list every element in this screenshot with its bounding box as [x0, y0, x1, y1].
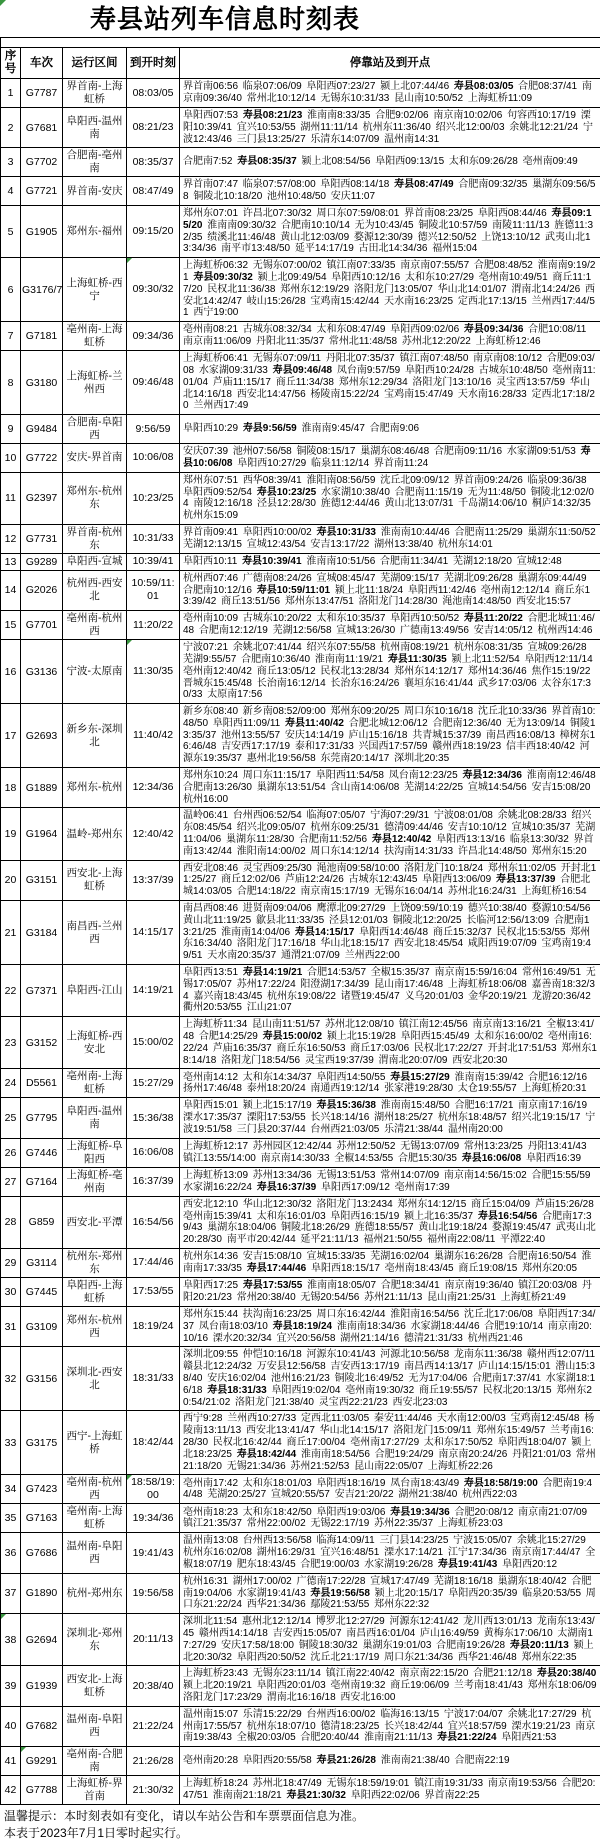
- stops-cell: 阜阳西10:11 寿县10:39/41 淮南南10:51/56 合肥南11:34/41 芜湖12:18/20 宣城12:48: [180, 553, 600, 570]
- table-row: [1, 640, 600, 704]
- table-row: [1, 444, 600, 473]
- route-cell: 新乡东-深圳北: [63, 704, 127, 768]
- arrive-depart-time-cell: 11:40/42: [127, 704, 180, 768]
- seq-cell: 2: [1, 108, 21, 148]
- arrive-depart-time-cell: 18:42/44: [127, 1411, 180, 1475]
- table-row: [1, 79, 600, 108]
- table-row: [1, 1069, 600, 1098]
- route-cell: 上海虹桥-西安北: [63, 1017, 127, 1069]
- route-cell: 上海虹桥-西宁: [63, 258, 127, 322]
- seq-cell: 5: [1, 205, 21, 257]
- page-title: 寿县站列车信息时刻表: [0, 0, 450, 37]
- stops-cell: 杭州西07:46 广德南08:24/26 宣城08:45/47 芜湖09:15/17 芜湖北09:26/28 巢湖东09:44/49 合肥南10:12/16 寿县10:59/11:01 颍上北11:18/24 阜阳西11:42/46 亳州南12:12/14 商丘东13:39/42 商丘13:51/56 郑州东13:47/51 洛阳龙门14:28/30 渑池南14:48/50 西安北15:57: [180, 570, 600, 610]
- table-row: [1, 415, 600, 444]
- spacer-row: [1, 38, 600, 48]
- arrive-depart-time-cell: 11:30/35: [127, 640, 180, 704]
- arrive-depart-time-cell: 10:59/11:01: [127, 570, 180, 610]
- route-cell: 亳州南-上海虹桥: [63, 1504, 127, 1533]
- arrive-depart-time-cell: 20:11/13: [127, 1614, 180, 1666]
- train-number-cell: G2397: [21, 472, 63, 524]
- seq-cell: 9: [1, 415, 21, 444]
- stops-cell: 亳州南08:21 古城东08:32/34 太和东08:47/49 阜阳西09:02/06 寿县09:34/36 合肥10:08/11 南京南11:06/09 丹阳北11:35/37 常州北11:48/58 苏州北12:20/22 上海虹桥12:46: [180, 322, 600, 351]
- seq-cell: 6: [1, 258, 21, 322]
- train-number-cell: G1889: [21, 768, 63, 808]
- column-header-0: 序号: [1, 48, 21, 79]
- stops-cell: 上海虹桥23:43 无锡东23:11/14 镇江南22:40/42 南京南22:15/20 合肥21:12/18 寿县20:38/40 颍上北20:19/21 阜阳西20:01/03 亳州南19:32 商丘19:06/09 兰考南18:41/43 郑州东18:06/09 洛阳龙门17:23/29 渭南北16:16/18 西安北16:00: [180, 1666, 600, 1706]
- arrive-depart-time-cell: 09:46/48: [127, 351, 180, 415]
- table-row: [1, 472, 600, 524]
- route-cell: 上海虹桥-兰州西: [63, 351, 127, 415]
- stops-cell: 杭州16:31 湖州17:00/02 广德南17:22/28 宣城17:47/49 芜湖18:16/18 巢湖东18:40/42 合肥南19:04/06 水家湖19:41/43 寿县19:56/58 颍上北20:15/17 阜阳西20:35/39 临泉20:53/55 周口东21:22/24 西华21:34/36 鄢陵21:53/55 郑州东22:32: [180, 1573, 600, 1613]
- train-number-cell: G9484: [21, 415, 63, 444]
- column-header-2: 运行区间: [63, 48, 127, 79]
- train-number-cell: G3109: [21, 1306, 63, 1346]
- arrive-depart-time-cell: 17:53/55: [127, 1277, 180, 1306]
- table-row: [1, 205, 600, 257]
- route-cell: 上海虹桥-亳州南: [63, 1167, 127, 1196]
- arrive-depart-time-cell: 08:03/05: [127, 79, 180, 108]
- stops-cell: 深圳北11:54 惠州北12:12/14 博罗北12:27/29 河源东12:41/42 龙川西13:01/13 龙南东13:43/45 赣州西14:14/18 吉安西15:05/07 南昌西16:01/04 庐山16:49/59 黄梅东17:06/10 太湖南17:27/29 安庆17:58/18:00 铜陵18:30/32 巢湖东19:01/03 合肥南19:26/28 寿县20:11/13 颍上北20:30/32 阜阳西20:50/52 沈丘北21:17/19 周口东21:34/36 西华21:46/48 郑州东22:35: [180, 1614, 600, 1666]
- seq-cell: 28: [1, 1196, 21, 1248]
- train-number-cell: G3114: [21, 1248, 63, 1277]
- table-row: [1, 1306, 600, 1346]
- seq-cell: 23: [1, 1017, 21, 1069]
- arrive-depart-time-cell: 09:34/36: [127, 322, 180, 351]
- stops-cell: 宁波07:21 余姚北07:41/44 绍兴东07:55/58 杭州南08:19/21 杭州东08:31/35 宣城09:26/28 芜湖9:55/57 合肥南10:36/40 淮南南11:19/21 寿县11:30/35 颍上北11:52/54 阜阳西12:11/14 亳州南12:40/42 商丘13:05/12 民权北13:28/34 郑州东14:12/17 郑州14:36/46 焦作15:19/22 晋城东15:45/48 长治南16:12/14 长治东16:24/26 襄垣东16:41/44 武乡17:03/06 太谷东17:30/33 太原南17:56: [180, 640, 600, 704]
- arrive-depart-time-cell: 19:34/36: [127, 1504, 180, 1533]
- table-row: [1, 1614, 600, 1666]
- seq-cell: 32: [1, 1347, 21, 1411]
- train-number-cell: G7681: [21, 108, 63, 148]
- route-cell: 杭州西-西安北: [63, 570, 127, 610]
- train-number-cell: G3151: [21, 860, 63, 900]
- footer: [0, 1805, 600, 1846]
- arrive-depart-time-cell: 10:31/33: [127, 524, 180, 553]
- route-cell: 深圳北-西安北: [63, 1347, 127, 1411]
- table-row: [1, 965, 600, 1017]
- route-cell: 界首南-杭州东: [63, 524, 127, 553]
- seq-cell: 30: [1, 1277, 21, 1306]
- column-header-4: 停靠站及到开点: [180, 48, 600, 79]
- spacer-cell: [1, 38, 600, 48]
- stops-cell: 郑州东10:24 周口东11:15/17 阜阳西11:54/58 凤台南12:23/25 寿县12:34/36 淮南南12:46/48 合肥南13:26/30 巢湖东13:51/54 含山南14:06/08 芜湖14:22/25 宣城14:54/56 安吉15:08/20 杭州16:00: [180, 768, 600, 808]
- arrive-depart-time-cell: 10:39/41: [127, 553, 180, 570]
- column-header-3: 到开时刻: [127, 48, 180, 79]
- stops-cell: 西安北08:46 灵宝西09:25/30 渑池南09:58/10:00 洛阳龙门10:18/24 郑州东11:02/05 开封北11:25/27 商丘12:02/06 芦庙12:24/26 古城东12:43/45 阜阳西13:06/09 寿县13:37/39 合肥北城14:03/05 合肥14:18/22 南京南15:17/19 无锡东16:04/14 苏州北16:24/31 上海虹桥16:54: [180, 860, 600, 900]
- table-row: [1, 1706, 600, 1746]
- arrive-depart-time-cell: 12:34/36: [127, 768, 180, 808]
- stops-cell: 阜阳西17:25 寿县17:53/55 淮南南18:05/07 合肥18:34/41 南京南19:36/40 镇江20:03/08 丹阳20:21/23 常州20:38/40 无锡20:54/56 苏州21:11/13 昆山南21:25/31 上海虹桥21:49: [180, 1277, 600, 1306]
- stops-cell: 上海虹桥12:17 苏州园区12:42/44 苏州12:50/52 无锡13:07/09 常州13:23/25 丹阳13:41/43 镇江13:55/14:00 南京南14:30/33 全椒14:53/55 合肥15:30/35 寿县16:06/08 阜阳西16:39: [180, 1138, 600, 1167]
- stops-cell: 上海虹桥06:41 无锡东07:09/11 丹阳北07:35/37 镇江南07:48/50 南京南08:10/12 合肥09:03/08 水家湖09:31/33 寿县09:46/48 凤台南9:57/59 阜阳西10:24/28 古城东10:48/50 亳州南11:01/04 芦庙11:15/17 商丘11:34/38 郑州东12:29/34 洛阳龙门13:10/16 灵宝西13:57/59 华山北14:16/18 西安北14:47/56 杨陵南15:22/24 宝鸡南15:47/49 天水南16:28/33 定西北17:18/20 兰州西17:49: [180, 351, 600, 415]
- seq-cell: 16: [1, 640, 21, 704]
- title-wrap: [0, 0, 450, 37]
- stops-cell: 杭州东14:36 安吉15:08/10 宣城15:33/35 芜湖16:02/04 巢湖东16:26/28 合肥南16:50/54 淮南南17:33/35 寿县17:44/46 阜阳西18:15/17 亳州南18:43/45 商丘19:08/15 郑州东20:05: [180, 1248, 600, 1277]
- arrive-depart-time-cell: 16:37/39: [127, 1167, 180, 1196]
- table-row: [1, 553, 600, 570]
- route-cell: 合肥南-阜阳西: [63, 415, 127, 444]
- train-number-cell: G7795: [21, 1098, 63, 1138]
- table-row: [1, 704, 600, 768]
- table-row: [1, 148, 600, 177]
- route-cell: 杭州东-郑州东: [63, 1248, 127, 1277]
- arrive-depart-time-cell: 21:26/28: [127, 1747, 180, 1776]
- seq-cell: 15: [1, 611, 21, 640]
- train-number-cell: G7787: [21, 79, 63, 108]
- train-number-cell: G1890: [21, 1573, 63, 1613]
- table-row: [1, 570, 600, 610]
- stops-cell: 郑州东15:44 扶沟南16:23/25 周口东16:42/44 淮阳南16:54/56 沈丘北17:06/08 阜阳西17:34/37 凤台南18:03/10 寿县18:19/24 淮南南18:34/36 水家湖18:44/46 合肥19:10/14 南京南20:10/16 溧水20:32/34 宜兴20:56/58 湖州21:14/16 德清21:31/33 杭州西21:46: [180, 1306, 600, 1346]
- seq-cell: 37: [1, 1573, 21, 1613]
- train-number-cell: G3152: [21, 1017, 63, 1069]
- stops-cell: 亳州南17:42 太和东18:01/03 阜阳西18:16/19 凤台南18:43/49 寿县18:58/19:00 合肥南19:44/48 芜湖20:25/27 宣城20:55/57 安吉21:20/22 湖州21:38/40 杭州西22:03: [180, 1475, 600, 1504]
- arrive-depart-time-cell: 20:38/40: [127, 1666, 180, 1706]
- seq-cell: 42: [1, 1776, 21, 1805]
- footer-note-2: 本表于2023年7月1日零时起实行。: [4, 1825, 596, 1842]
- seq-cell: 18: [1, 768, 21, 808]
- train-number-cell: G3180: [21, 351, 63, 415]
- table-row: [1, 1347, 600, 1411]
- seq-cell: 17: [1, 704, 21, 768]
- seq-cell: 20: [1, 860, 21, 900]
- route-cell: 西安北-上海虹桥: [63, 1666, 127, 1706]
- stops-cell: 安庆07:39 池州07:56/58 铜陵08:15/17 巢湖东08:46/48 合肥南09:11/16 水家湖09:51/53 寿县10:06/08 阜阳西10:27/29 临泉11:12/14 界首南11:24: [180, 444, 600, 473]
- table-row: [1, 860, 600, 900]
- stops-cell: 郑州东07:01 许昌北07:30/32 周口东07:59/08:01 界首南08:23/25 阜阳西08:44/46 寿县09:15/20 淮南南09:30/32 合肥南10:10/14 无为10:43/45 铜陵北10:57/59 南陵11:11/13 旌德11:32/35 绩溪北11:46/48 黄山北12:03/09 婺源12:30/39 德兴12:50/52 上饶13:10/12 武夷山北13:34/36 南平市13:48/50 延平14:17/19 古田北14:34/36 福州15:04: [180, 205, 600, 257]
- arrive-depart-time-cell: 13:37/39: [127, 860, 180, 900]
- seq-cell: 22: [1, 965, 21, 1017]
- arrive-depart-time-cell: 15:00/02: [127, 1017, 180, 1069]
- train-number-cell: G2026: [21, 570, 63, 610]
- route-cell: 上海虹桥-阜阳西: [63, 1138, 127, 1167]
- table-row: [1, 901, 600, 965]
- seq-cell: 29: [1, 1248, 21, 1277]
- train-number-cell: G3184: [21, 901, 63, 965]
- stops-cell: 阜阳西15:01 颍上北15:17/19 寿县15:36/38 淮南南15:48/50 合肥16:17/21 南京南17:16/19 溧水17:35/37 溧阳17:53/55 长兴18:14/16 湖州18:25/27 杭州东18:48/57 绍兴北19:15/17 宁波19:51/58 三门县20:37/44 台州西21:03/05 乐清21:38/44 温州南20:00: [180, 1098, 600, 1138]
- route-cell: 亳州南-上海虹桥: [63, 1069, 127, 1098]
- route-cell: 阜阳西-上海虹桥: [63, 1277, 127, 1306]
- seq-cell: 24: [1, 1069, 21, 1098]
- arrive-depart-time-cell: 08:47/49: [127, 177, 180, 206]
- stops-cell: 深圳北09:55 仲恺10:16/18 河源东10:41/43 河源北10:56/58 龙南东11:36/38 赣州西12:07/11 赣县北12:24/32 万安县12:56/58 吉安西13:17/19 南昌西14:13/17 庐山14:15/15:01 潜山15:38/40 安庆16:02/04 池州16:21/23 铜陵北16:49/52 无为17:04/06 合肥南17:37/41 水家湖18:16/18 寿县18:31/33 阜阳西19:02/04 亳州南19:30/32 商丘19:55/57 民权北20:13/15 郑州东20:54/21:02 洛阳龙门21:38/40 灵宝西22:21/23 西安北23:03: [180, 1347, 600, 1411]
- stops-cell: 西宁9:28 兰州西10:27/33 定西北11:03/05 秦安11:44/46 天水南12:00/03 宝鸡南12:45/48 杨陵南13:11/13 西安北13:41/47 华山北14:15/17 洛阳龙门15:09/11 郑州东15:49/57 兰考南16:28/30 民权北16:42/44 商丘17:00/04 亳州南17:27/29 太和东17:50/52 阜阳西18:04/07 颍上北18:23/25 寿县18:42/44 淮南南18:54/56 合肥19:24/29 南京南20:24/26 丹阳21:01/03 常州21:18/20 无锡21:34/36 苏州21:52/53 昆山南22:05/07 上海虹桥22:26: [180, 1411, 600, 1475]
- seq-cell: 39: [1, 1666, 21, 1706]
- seq-cell: 3: [1, 148, 21, 177]
- table-row: [1, 258, 600, 322]
- stops-cell: 温州南13:08 台州西13:56/58 临海14:09/11 三门县14:23/25 宁波15:05/07 余姚北15:27/29 杭州东16:02/08 湖州16:29/31 宜兴16:48/51 溧水17:14/21 江宁17:34/36 南京南17:44/47 全椒18:07/19 肥东18:43/45 合肥19:00/03 水家湖19:26/28 寿县19:41/43 阜阳西20:12: [180, 1533, 600, 1573]
- table-row: [1, 1277, 600, 1306]
- train-number-cell: G7788: [21, 1776, 63, 1805]
- timetable-body: [1, 79, 600, 1805]
- route-cell: 郑州东-杭州东: [63, 472, 127, 524]
- table-row: [1, 768, 600, 808]
- train-number-cell: G7682: [21, 1706, 63, 1746]
- arrive-depart-time-cell: 08:21/23: [127, 108, 180, 148]
- table-row: [1, 322, 600, 351]
- train-number-cell: G9291: [21, 1747, 63, 1776]
- seq-cell: 13: [1, 553, 21, 570]
- stops-cell: 界首南07:47 临泉07:57/08:00 阜阳西08:14/18 寿县08:47/49 合肥南09:32/35 巢湖东09:56/58 铜陵北10:18/20 池州10:48/50 安庆11:07: [180, 177, 600, 206]
- stops-cell: 南昌西08:46 进贤南09:04/06 鹰潭北09:27/29 上饶09:59/10:19 德兴10:38/40 婺源10:54/56 黄山北11:19/25 歙县北11:33/35 泾县12:01/03 铜陵北12:20/25 长临河12:56/13:09 合肥南13:21/25 淮南南14:04/06 寿县14:15/17 阜阳西14:46/48 商丘15:32/37 民权北15:53/55 郑州东16:34/40 洛阳龙门17:16/18 华山北18:15/17 西安北18:45/54 咸阳西19:07/09 宝鸡南19:49/51 天水南20:35/37 通渭21:07/09 兰州西22:00: [180, 901, 600, 965]
- train-number-cell: G7686: [21, 1533, 63, 1573]
- seq-cell: 21: [1, 901, 21, 965]
- seq-cell: 31: [1, 1306, 21, 1346]
- arrive-depart-time-cell: 17:44/46: [127, 1248, 180, 1277]
- table-row: [1, 1017, 600, 1069]
- arrive-depart-time-cell: 11:20/22: [127, 611, 180, 640]
- stops-cell: 新乡东08:40 新乡南08:52/09:00 郑州东09:20/25 周口东10:16/18 沈丘北10:33/36 界首南10:48/50 阜阳西11:09/11 寿县11:40/42 合肥北城12:06/12 合肥南12:36/40 无为13:09/14 铜陵13:35/37 池州13:55/57 安庆14:14/19 庐山15:16/18 共青城15:37/39 南昌西16:08/13 樟树东16:46/48 吉安西17:17/19 泰和17:31/33 兴国西17:57/59 赣州西18:19/23 信丰西18:40/42 河源东19:35/37 惠州北19:56/58 东莞南20:14/17 深圳北20:35: [180, 704, 600, 768]
- arrive-depart-time-cell: 18:58/19:00: [127, 1475, 180, 1504]
- stops-cell: 上海虹桥11:34 昆山南11:51/57 苏州北12:08/10 镇江南12:45/56 南京南13:16/21 全椒13:41/48 合肥14:25/29 寿县15:00/02 颍上北15:19/28 阜阳西15:45/49 太和东16:00/02 亳州南16:22/24 芦庙16:35/37 商丘东16:50/53 商丘17:03/06 民权北17:22/27 开封北17:51/53 郑州东18:14/18 洛阳龙门18:54/56 灵宝西19:37/39 渭南北20:07/09 西安北20:30: [180, 1017, 600, 1069]
- train-number-cell: D5561: [21, 1069, 63, 1098]
- table-row: [1, 1138, 600, 1167]
- route-cell: 亳州南-杭州西: [63, 611, 127, 640]
- stops-cell: 界首南06:56 临泉07:06/09 阜阳西07:23/27 颍上北07:44/46 寿县08:03/05 合肥08:37/41 南京南09:36/40 常州北10:12/14 无锡东10:31/33 昆山南10:50/52 上海虹桥11:09: [180, 79, 600, 108]
- table-row: [1, 1504, 600, 1533]
- route-cell: 安庆-界首南: [63, 444, 127, 473]
- table-row: [1, 1747, 600, 1776]
- stops-cell: 上海虹桥18:24 苏州北18:47/49 无锡东18:59/19:01 镇江南19:31/33 南京南19:53/56 合肥20:47/51 淮南南21:18/21 寿县21:30/32 阜阳西22:02/06 界首南22:25: [180, 1776, 600, 1805]
- table-row: [1, 1475, 600, 1504]
- stops-cell: 温岭06:41 台州西06:52/54 临海07:05/07 宁海07:29/31 宁波08:01/08 余姚北08:28/33 绍兴东08:45/54 绍兴北09:05/07 杭州东09:25/31 德清09:44/46 安吉10:10/12 宣城10:35/37 芜湖11:04/06 巢湖东11:28/30 合肥南11:52/56 寿县12:40/42 阜阳西13:13/16 临泉13:30/32 界首南13:42/44 淮阳南14:00/02 周口东14:12/14 扶沟南14:31/33 许昌北14:48/50 郑州东15:20: [180, 808, 600, 860]
- train-number-cell: G7721: [21, 177, 63, 206]
- seq-cell: 34: [1, 1475, 21, 1504]
- seq-cell: 33: [1, 1411, 21, 1475]
- stops-cell: 西安北12:10 华山北12:30/32 洛阳龙门13:2434 郑州东14:12/15 商丘15:04/09 芦庙15:26/28 亳州南15:39/41 太和东16:01/03 阜阳西16:15/19 颍上北16:35/37 寿县16:54/56 合肥南17:39/43 巢湖东18:04/06 铜陵北18:26/29 旌德18:55/57 黄山北19:18/24 婺源19:45/47 武夷山北20:28/30 南平市20:42/44 延平21:11/13 福州21:50/55 福州南22:08/11 平潭22:40: [180, 1196, 600, 1248]
- stops-cell: 阜阳西13:51 寿县14:19/21 合肥14:53/57 全椒15:35/37 南京南15:59/16:04 常州16:49/51 无锡17:05/07 苏州17:22/24 阳澄湖17:34/39 昆山南17:46/48 上海虹桥18:06/08 嘉善南18:32/34 嘉兴南18:43/45 杭州东19:08/22 诸暨19:45/47 义乌20:01/03 金华20:19/21 龙游20:36/42 衢州20:53/55 江山21:07: [180, 965, 600, 1017]
- route-cell: 阜阳西-温州南: [63, 108, 127, 148]
- train-number-cell: G1964: [21, 808, 63, 860]
- arrive-depart-time-cell: 14:19/21: [127, 965, 180, 1017]
- arrive-depart-time-cell: 08:35/37: [127, 148, 180, 177]
- table-row: [1, 1248, 600, 1277]
- table-row: [1, 1776, 600, 1805]
- route-cell: 郑州东-杭州: [63, 768, 127, 808]
- seq-cell: 7: [1, 322, 21, 351]
- header-row: [1, 48, 600, 79]
- route-cell: 亳州南-上海虹桥: [63, 322, 127, 351]
- train-number-cell: G3156: [21, 1347, 63, 1411]
- route-cell: 阜阳西-温州南: [63, 1098, 127, 1138]
- table-row: [1, 1533, 600, 1573]
- train-number-cell: G7163: [21, 1504, 63, 1533]
- train-number-cell: G7701: [21, 611, 63, 640]
- route-cell: 阜阳西-宣城: [63, 553, 127, 570]
- table-row: [1, 1167, 600, 1196]
- train-number-cell: G3136: [21, 640, 63, 704]
- table-row: [1, 808, 600, 860]
- stops-cell: 阜阳西07:53 寿县08:21/23 淮南南8:33/35 合肥9:02/06 南京南10:02/06 句容西10:17/19 溧阳10:39/41 宜兴10:53/55 湖州11:11/14 杭州东11:36/40 绍兴北12:00/03 余姚北12:21/24 宁波12:43/46 三门县13:25/27 乐清东14:07/09 温州南14:31: [180, 108, 600, 148]
- stops-cell: 亳州南18:23 太和东18:42/50 阜阳西19:03/06 寿县19:34/36 合肥20:08/12 南京南21:07/09 镇江21:35/37 常州22:00/02 无锡22:17/19 苏州22:35/37 上海虹桥23:03: [180, 1504, 600, 1533]
- timetable: [0, 37, 600, 1805]
- train-number-cell: G3175: [21, 1411, 63, 1475]
- arrive-depart-time-cell: 16:54/56: [127, 1196, 180, 1248]
- seq-cell: 35: [1, 1504, 21, 1533]
- route-cell: 温岭-郑州东: [63, 808, 127, 860]
- seq-cell: 11: [1, 472, 21, 524]
- stops-cell: 上海虹桥13:09 苏州13:34/36 无锡13:51/53 常州14:07/09 南京南14:56/15:02 合肥15:55/59 水家湖16:22/24 寿县16:37/39 阜阳西17:09/12 亳州南17:39: [180, 1167, 600, 1196]
- train-number-cell: G1939: [21, 1666, 63, 1706]
- seq-cell: 41: [1, 1747, 21, 1776]
- seq-cell: 27: [1, 1167, 21, 1196]
- route-cell: 亳州南-合肥南: [63, 1747, 127, 1776]
- seq-cell: 40: [1, 1706, 21, 1746]
- seq-cell: 19: [1, 808, 21, 860]
- train-number-cell: G9289: [21, 553, 63, 570]
- stops-cell: 合肥南7:52 寿县08:35/37 颍上北08:54/56 阜阳西09:13/15 太和东09:26/28 亳州南09:49: [180, 148, 600, 177]
- route-cell: 杭州-郑州东: [63, 1573, 127, 1613]
- seq-cell: 25: [1, 1098, 21, 1138]
- route-cell: 西宁-上海虹桥: [63, 1411, 127, 1475]
- seq-cell: 14: [1, 570, 21, 610]
- route-cell: 深圳北-郑州东: [63, 1614, 127, 1666]
- train-number-cell: G2694: [21, 1614, 63, 1666]
- stops-cell: 亳州南14:12 太和东14:34/37 阜阳西14:50/55 寿县15:27/29 淮南南15:39/42 合肥16:12/16 扬州17:46/48 泰州18:20/24 南通西19:12/14 张家港19:28/30 太仓19:55/57 上海虹桥20:31: [180, 1069, 600, 1098]
- table-row: [1, 1666, 600, 1706]
- column-header-1: 车次: [21, 48, 63, 79]
- arrive-depart-time-cell: 19:41/43: [127, 1533, 180, 1573]
- train-number-cell: G7731: [21, 524, 63, 553]
- arrive-depart-time-cell: 10:06/08: [127, 444, 180, 473]
- table-row: [1, 1573, 600, 1613]
- route-cell: 阜阳西-江山: [63, 965, 127, 1017]
- arrive-depart-time-cell: 18:31/33: [127, 1347, 180, 1411]
- stops-cell: 亳州南20:28 阜阳西20:55/58 寿县21:26/28 淮南南21:38/40 合肥南22:19: [180, 1747, 600, 1776]
- stops-cell: 郑州东07:51 西华08:39/41 淮阳南08:56/59 沈丘北09:09/12 界首南09:24/26 临泉09:36/38 阜阳西09:52/54 寿县10:23/25 水家湖10:38/40 合肥南11:15/19 无为11:48/50 铜陵北12:02/04 南陵12:16/18 泾县12:28/30 旌德12:44/46 黄山北13:07/31 千岛湖14:06/10 桐庐14:32/35 杭州东15:09: [180, 472, 600, 524]
- train-number-cell: G7446: [21, 1138, 63, 1167]
- route-cell: 合肥南-亳州南: [63, 148, 127, 177]
- seq-cell: 1: [1, 79, 21, 108]
- train-number-cell: G7164: [21, 1167, 63, 1196]
- arrive-depart-time-cell: 21:30/32: [127, 1776, 180, 1805]
- arrive-depart-time-cell: 12:40/42: [127, 808, 180, 860]
- seq-cell: 4: [1, 177, 21, 206]
- arrive-depart-time-cell: 09:15/20: [127, 205, 180, 257]
- seq-cell: 26: [1, 1138, 21, 1167]
- seq-cell: 12: [1, 524, 21, 553]
- stops-cell: 上海虹桥06:32 无锡东07:00/02 镇江南07:33/35 南京南07:55/57 合肥08:48/52 淮南南9:19/21 寿县09:30/32 颍上北09:49/54 阜阳西10:12/16 太和东10:27/29 亳州南10:49/51 商丘11:17/20 民权北11:36/38 郑州东12:19/29 洛阳龙门13:05/07 华山北14:01/07 渭南北14:24/26 西安北14:42/47 岐山15:26/28 宝鸡南15:42/44 天水南16:23/25 定西北17:13/15 兰州西17:44/51 西宁19:00: [180, 258, 600, 322]
- route-cell: 亳州南-杭州西: [63, 1475, 127, 1504]
- green-corner-mark: [0, 0, 6, 6]
- stops-cell: 温州南15:07 乐清15:22/29 台州西16:00/02 临海16:13/15 宁波17:04/07 余姚北17:27/29 杭州南17:55/57 杭州东18:07/10 德清18:23/25 长兴18:42/44 宜兴18:57/59 溧水19:21/23 南京南19:38/43 全椒20:03/05 合肥20:40/44 淮南南21:11/13 寿县21:22/24 阜阳西21:53: [180, 1706, 600, 1746]
- table-row: [1, 1196, 600, 1248]
- arrive-depart-time-cell: 09:30/32: [127, 258, 180, 322]
- seq-cell: 10: [1, 444, 21, 473]
- route-cell: 温州南-阜阳西: [63, 1533, 127, 1573]
- seq-cell: 38: [1, 1614, 21, 1666]
- arrive-depart-time-cell: 14:15/17: [127, 901, 180, 965]
- train-number-cell: G1905: [21, 205, 63, 257]
- table-row: [1, 108, 600, 148]
- route-cell: 温州南-阜阳西: [63, 1706, 127, 1746]
- arrive-depart-time-cell: 15:36/38: [127, 1098, 180, 1138]
- seq-cell: 36: [1, 1533, 21, 1573]
- table-row: [1, 524, 600, 553]
- route-cell: 郑州东-福州: [63, 205, 127, 257]
- route-cell: 南昌西-兰州西: [63, 901, 127, 965]
- table-row: [1, 177, 600, 206]
- route-cell: 界首南-安庆: [63, 177, 127, 206]
- table-row: [1, 351, 600, 415]
- train-number-cell: G7445: [21, 1277, 63, 1306]
- stops-cell: 阜阳西10:29 寿县9:56/59 淮南南9:45/47 合肥南9:06: [180, 415, 600, 444]
- route-cell: 西安北-平潭: [63, 1196, 127, 1248]
- arrive-depart-time-cell: 18:19/24: [127, 1306, 180, 1346]
- arrive-depart-time-cell: 15:27/29: [127, 1069, 180, 1098]
- table-row: [1, 1411, 600, 1475]
- arrive-depart-time-cell: 10:23/25: [127, 472, 180, 524]
- train-number-cell: G7423: [21, 1475, 63, 1504]
- train-number-cell: G7702: [21, 148, 63, 177]
- stops-cell: 亳州南10:09 古城东10:20/22 太和东10:35/37 阜阳西10:50/52 寿县11:20/22 合肥北城11:46/48 合肥南12:12/19 芜湖12:56/58 宣城13:26/30 广德南13:49/56 安吉14:05/12 杭州西14:46: [180, 611, 600, 640]
- arrive-depart-time-cell: 16:06/08: [127, 1138, 180, 1167]
- arrive-depart-time-cell: 19:56/58: [127, 1573, 180, 1613]
- route-cell: 界首南-上海虹桥: [63, 79, 127, 108]
- train-number-cell: G7181: [21, 322, 63, 351]
- stops-cell: 界首南09:41 阜阳西10:00/02 寿县10:31/33 淮南南10:44/46 合肥南11:25/29 巢湖东11:50/52 芜湖12:13/15 宣城12:43/54 安吉13:17/22 湖州13:38/40 杭州东14:01: [180, 524, 600, 553]
- arrive-depart-time-cell: 9:56/59: [127, 415, 180, 444]
- seq-cell: 8: [1, 351, 21, 415]
- route-cell: 西安北-上海虹桥: [63, 860, 127, 900]
- route-cell: 宁波-太原南: [63, 640, 127, 704]
- train-number-cell: G7371: [21, 965, 63, 1017]
- route-cell: 郑州东-杭州西: [63, 1306, 127, 1346]
- route-cell: 上海虹桥-界首南: [63, 1776, 127, 1805]
- train-number-cell: G859: [21, 1196, 63, 1248]
- train-number-cell: G3176/7: [21, 258, 63, 322]
- table-row: [1, 611, 600, 640]
- train-number-cell: G7722: [21, 444, 63, 473]
- arrive-depart-time-cell: 21:22/24: [127, 1706, 180, 1746]
- table-row: [1, 1098, 600, 1138]
- footer-note-1: 温馨提示：本时刻表如有变化，请以车站公告和车票票面信息为准。: [4, 1808, 596, 1825]
- train-number-cell: G2693: [21, 704, 63, 768]
